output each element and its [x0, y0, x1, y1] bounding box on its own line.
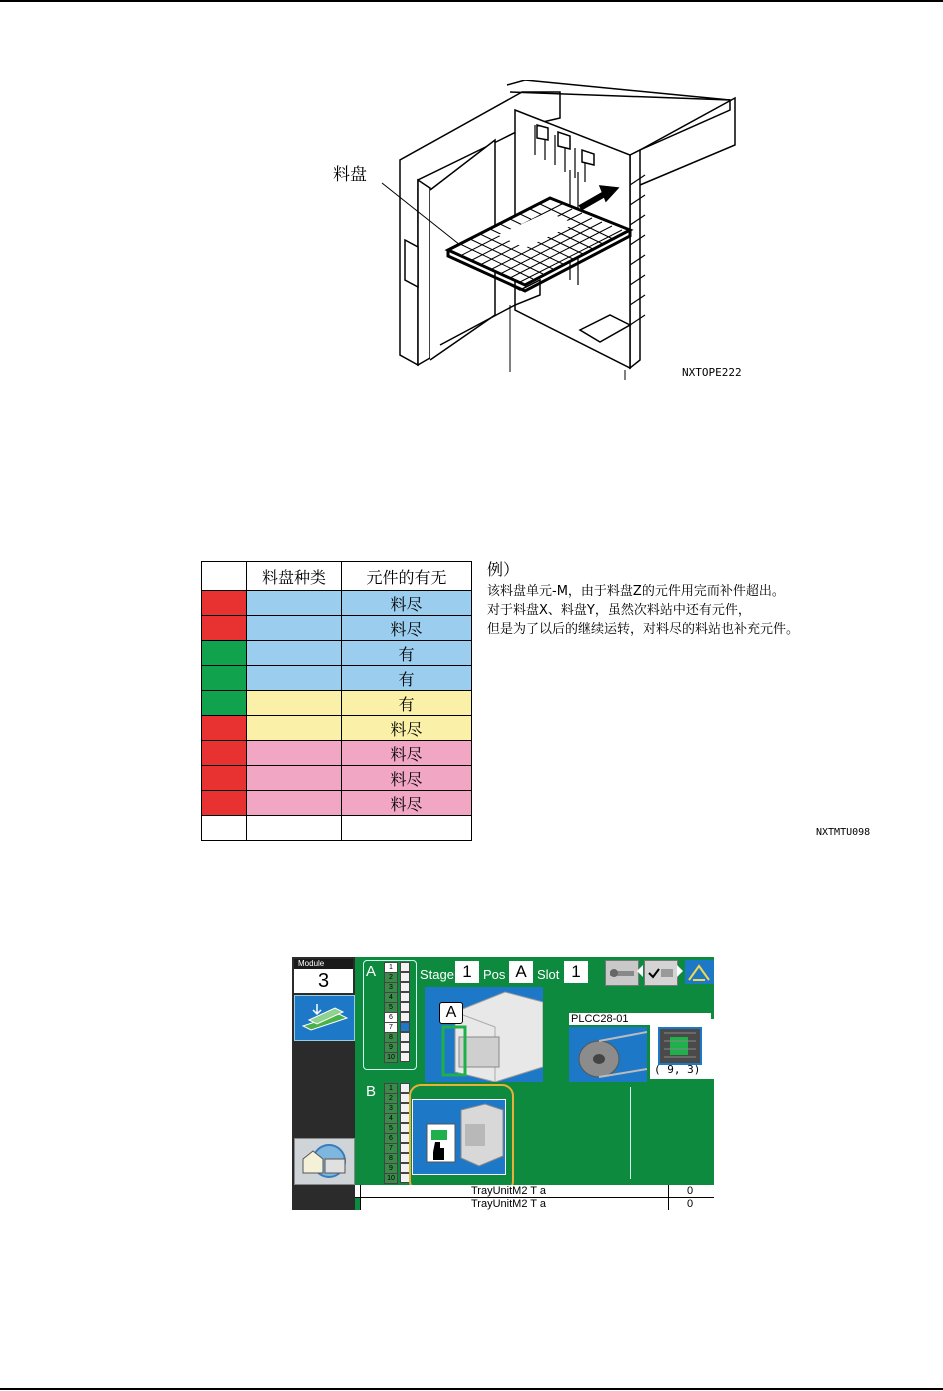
presence-cell: 料尽 — [342, 741, 472, 766]
slot-number: 8 — [384, 1153, 398, 1164]
tray-transfer-button[interactable] — [294, 995, 355, 1041]
presence-cell: 料尽 — [342, 791, 472, 816]
row-value: 0 — [687, 1198, 694, 1210]
slot-label: Slot — [537, 967, 560, 982]
slot-status-indicator — [400, 1083, 410, 1093]
slot-item[interactable] — [384, 1002, 410, 1012]
status-color-cell — [202, 591, 247, 616]
part-reel-image — [569, 1027, 647, 1082]
row-marker — [355, 1198, 361, 1210]
slot-number: 7 — [384, 1143, 398, 1154]
example-line: 但是为了以后的继续运转，对料尽的料站也补充元件。 — [487, 622, 800, 637]
pos-label: Pos — [483, 967, 506, 982]
slot-number: 8 — [384, 1032, 398, 1043]
slot-number: 3 — [384, 1103, 398, 1114]
slot-number: 10 — [384, 1052, 398, 1063]
table-row — [202, 666, 472, 691]
slot-status-indicator — [400, 972, 410, 982]
prev-arrow-icon[interactable] — [637, 965, 643, 977]
presence-cell: 料尽 — [342, 591, 472, 616]
slot-item[interactable] — [384, 1133, 410, 1143]
tray-type-cell — [247, 641, 342, 666]
status-color-cell — [202, 641, 247, 666]
presence-cell — [342, 816, 472, 841]
check-tray-icon — [645, 961, 677, 985]
tray-status-table — [201, 561, 472, 841]
tray-type-cell — [247, 791, 342, 816]
slot-list-b — [384, 1083, 410, 1183]
tray-map-panel — [650, 1019, 714, 1079]
module-label: Module — [294, 959, 353, 969]
slot-item[interactable] — [384, 1083, 410, 1093]
tray-type-cell — [247, 666, 342, 691]
tray-map-icon — [658, 1027, 702, 1065]
tray-type-cell — [247, 816, 342, 841]
row-marker — [355, 1185, 361, 1197]
tray-unit-illustration — [300, 80, 760, 380]
slot-item[interactable] — [384, 1032, 410, 1042]
module-indicator — [294, 959, 353, 993]
slot-number: 6 — [384, 1012, 398, 1023]
status-color-cell — [202, 616, 247, 641]
table-row — [202, 616, 472, 641]
next-arrow-icon[interactable] — [677, 965, 683, 977]
slot-status-indicator — [400, 962, 410, 972]
slot-status-indicator — [400, 1032, 410, 1042]
tray-transfer-icon — [295, 996, 354, 1040]
slot-number: 10 — [384, 1173, 398, 1184]
callout-a-bubble: A — [439, 1002, 463, 1024]
tray-type-cell — [247, 591, 342, 616]
slot-status-indicator — [400, 992, 410, 1002]
slot-item[interactable] — [384, 1022, 410, 1032]
table-row — [202, 691, 472, 716]
slot-status-indicator — [400, 1022, 410, 1032]
group-b-label: B — [366, 1083, 377, 1100]
slot-number: 1 — [384, 962, 398, 973]
example-line: 该料盘单元-M，由于料盘Z的元件用完而补件超出。 — [487, 584, 785, 599]
slot-status-indicator — [400, 1002, 410, 1012]
figure-code: NXTOPE222 — [682, 366, 742, 379]
presence-cell: 有 — [342, 666, 472, 691]
left-panel-bottom — [292, 1185, 355, 1210]
table-row — [202, 766, 472, 791]
row-separator — [668, 1198, 669, 1210]
table-header-cell: 料盘种类 — [247, 562, 342, 591]
slot-item[interactable] — [384, 1143, 410, 1153]
presence-cell: 料尽 — [342, 766, 472, 791]
machine-screen — [292, 957, 714, 1210]
slot-list-a — [384, 962, 410, 1062]
table-row — [202, 591, 472, 616]
slot-number: 2 — [384, 972, 398, 983]
reel-icon — [569, 1027, 647, 1082]
slot-value: 1 — [564, 961, 588, 983]
slot-number: 5 — [384, 1002, 398, 1013]
tray-coordinates: ( 9, 3) — [654, 1063, 701, 1076]
slot-item[interactable] — [384, 962, 410, 972]
slot-number: 5 — [384, 1123, 398, 1134]
slot-status-indicator — [400, 982, 410, 992]
tray-type-cell — [247, 716, 342, 741]
stage-label: Stage — [420, 967, 454, 982]
slot-number: 1 — [384, 1083, 398, 1094]
slot-number: 2 — [384, 1093, 398, 1104]
table-header-cell: 元件的有无 — [342, 562, 472, 591]
bottom-rule — [0, 1388, 943, 1390]
table-header-row — [202, 562, 472, 591]
module-number: 3 — [317, 970, 330, 992]
slot-number: 6 — [384, 1133, 398, 1144]
row-value: 0 — [687, 1185, 694, 1197]
part-name: PLCC28-01 — [569, 1013, 711, 1025]
tray-type-cell — [247, 691, 342, 716]
status-color-cell — [202, 766, 247, 791]
table-row — [202, 641, 472, 666]
status-color-cell — [202, 716, 247, 741]
top-rule — [0, 0, 943, 2]
slot-number: 9 — [384, 1042, 398, 1053]
tray-type-cell — [247, 766, 342, 791]
slot-item[interactable] — [384, 972, 410, 982]
presence-cell: 有 — [342, 691, 472, 716]
status-color-cell — [202, 741, 247, 766]
status-color-cell — [202, 691, 247, 716]
presence-cell: 料尽 — [342, 616, 472, 641]
slot-number: 9 — [384, 1163, 398, 1174]
row-separator — [668, 1185, 669, 1197]
row-name: TrayUnitM2 T a — [471, 1185, 546, 1197]
presence-cell: 有 — [342, 641, 472, 666]
table-row — [202, 816, 472, 841]
slot-item[interactable] — [384, 982, 410, 992]
slot-item[interactable] — [384, 1012, 410, 1022]
slot-item[interactable] — [384, 1123, 410, 1133]
presence-cell: 料尽 — [342, 716, 472, 741]
list-item[interactable] — [355, 1198, 714, 1210]
list-item[interactable] — [355, 1185, 714, 1198]
status-color-cell — [202, 666, 247, 691]
slot-item[interactable] — [384, 1113, 410, 1123]
row-name: TrayUnitM2 T a — [471, 1198, 546, 1210]
tape-feeder-button[interactable] — [605, 960, 639, 986]
slot-item[interactable] — [384, 1103, 410, 1113]
tape-reel-icon — [606, 961, 638, 985]
slot-status-indicator — [400, 1012, 410, 1022]
tray-callout-label: 料盘 — [333, 165, 367, 185]
example-title: 例） — [487, 560, 520, 579]
nozzle-button[interactable] — [685, 960, 714, 984]
component-list — [355, 1185, 714, 1210]
highlight-ring — [409, 1084, 514, 1193]
tray-type-cell — [247, 741, 342, 766]
slot-status-indicator — [400, 1042, 410, 1052]
nozzle-icon — [685, 960, 714, 984]
example-line: 对于料盘X、料盘Y，虽然次料站中还有元件， — [487, 603, 751, 618]
table-figure-code: NXTMTU098 — [816, 827, 871, 838]
status-color-cell — [202, 791, 247, 816]
slot-number: 4 — [384, 992, 398, 1003]
slot-item[interactable] — [384, 1042, 410, 1052]
table-row — [202, 791, 472, 816]
group-a-label: A — [366, 963, 377, 980]
stage-value: 1 — [455, 961, 479, 983]
slot-item[interactable] — [384, 1173, 410, 1183]
return-icon — [295, 1139, 354, 1184]
slot-number: 4 — [384, 1113, 398, 1124]
slot-item[interactable] — [384, 1093, 410, 1103]
slot-number: 3 — [384, 982, 398, 993]
pos-value: A — [509, 961, 533, 983]
table-row — [202, 741, 472, 766]
slot-item[interactable] — [384, 1052, 410, 1062]
slot-status-indicator — [400, 1052, 410, 1062]
example-text — [487, 558, 799, 639]
home-return-button[interactable] — [294, 1138, 355, 1185]
slot-item[interactable] — [384, 992, 410, 1002]
slot-item[interactable] — [384, 1153, 410, 1163]
tray-type-cell — [247, 616, 342, 641]
slot-item[interactable] — [384, 1163, 410, 1173]
status-color-cell — [202, 816, 247, 841]
table-row — [202, 716, 472, 741]
panel-divider — [630, 1087, 631, 1179]
table-header-cell — [202, 562, 247, 591]
slot-number: 7 — [384, 1022, 398, 1033]
tray-select-button[interactable] — [644, 960, 678, 986]
